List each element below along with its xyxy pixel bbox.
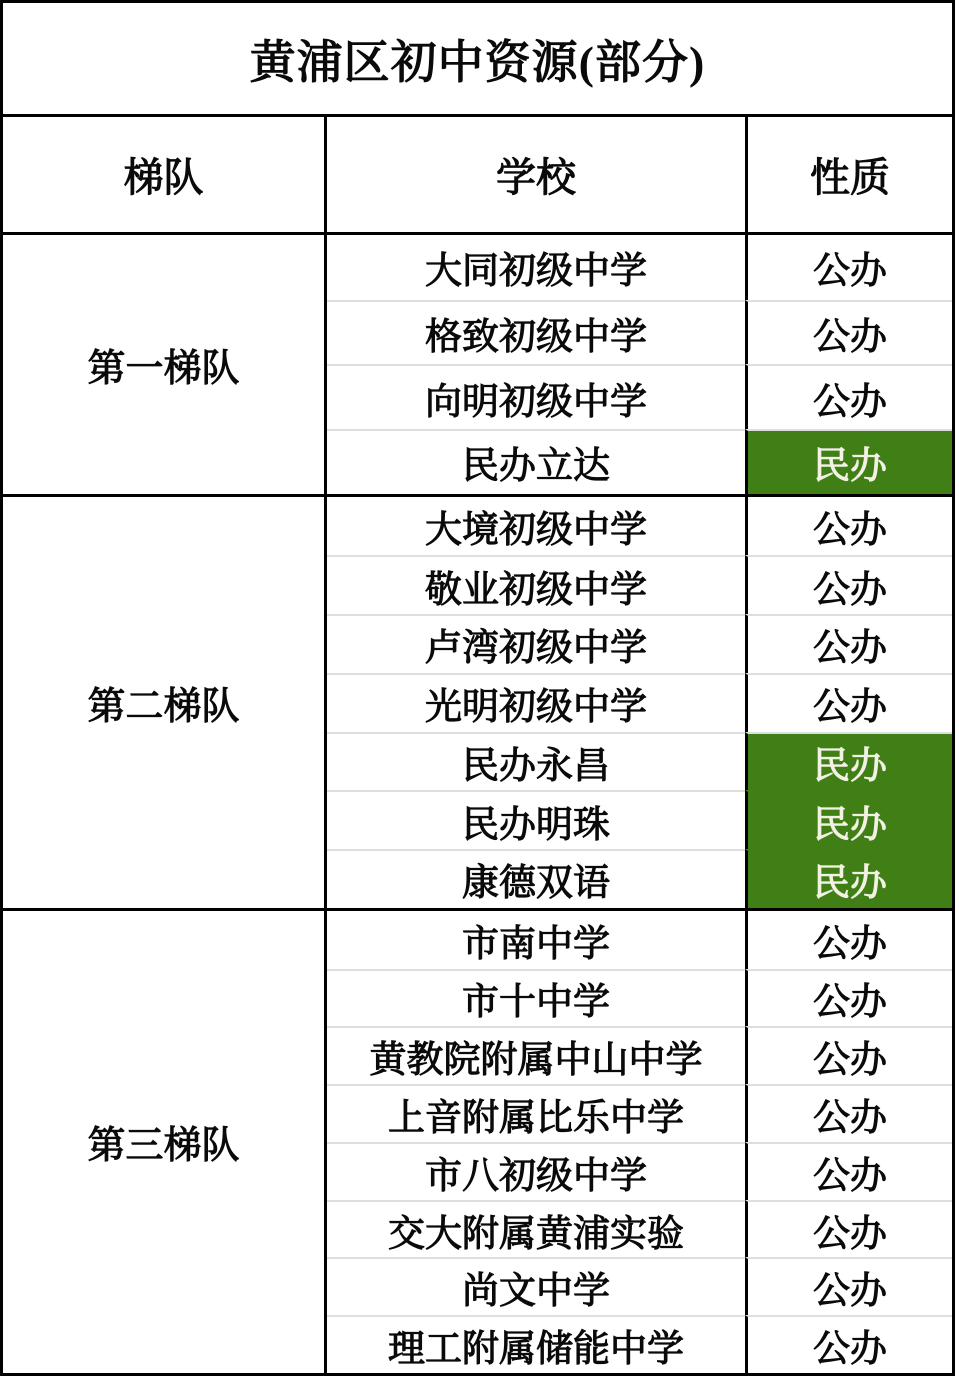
nature-cell: 公办 xyxy=(745,1315,952,1373)
school-cell: 康德双语 xyxy=(327,849,745,908)
table-row xyxy=(327,1315,952,1373)
school-cell: 大境初级中学 xyxy=(425,509,647,551)
table-title: 黄浦区初中资源(部分) xyxy=(3,3,952,117)
table-row xyxy=(327,790,952,849)
nature-cell: 公办 xyxy=(745,300,952,365)
school-cell: 上音附属比乐中学 xyxy=(327,1084,745,1142)
nature-cell: 公办 xyxy=(745,497,952,556)
table-row xyxy=(327,732,952,791)
school-cell: 向明初级中学 xyxy=(327,364,745,429)
nature-cell: 民办 xyxy=(745,732,952,791)
school-cell: 尚文中学 xyxy=(327,1257,745,1315)
table-row xyxy=(327,849,952,908)
tier-label: 第二梯队 xyxy=(87,685,240,728)
nature-cell: 公办 xyxy=(745,1200,952,1258)
school-cell: 格致初级中学 xyxy=(327,300,745,365)
nature-cell: 公办 xyxy=(745,364,952,429)
table-row xyxy=(327,497,952,556)
table-row xyxy=(327,969,952,1027)
school-cell: 民办明珠 xyxy=(327,790,745,849)
tier-section xyxy=(3,497,952,911)
tier-rows xyxy=(324,497,952,908)
table-row xyxy=(327,1026,952,1084)
school-cell: 交大附属黄浦实验 xyxy=(327,1200,745,1258)
table-row xyxy=(327,364,952,429)
nature-cell: 公办 xyxy=(745,235,952,300)
table-row xyxy=(327,673,952,732)
nature-cell: 公办 xyxy=(745,1084,952,1142)
school-cell: 民办立达 xyxy=(327,429,745,494)
school-cell: 市八初级中学 xyxy=(327,1142,745,1200)
table-row xyxy=(327,1257,952,1315)
nature-cell: 民办 xyxy=(745,849,952,908)
table-header xyxy=(3,117,952,235)
table-body xyxy=(3,235,952,1373)
nature-cell: 公办 xyxy=(745,1257,952,1315)
nature-cell: 公办 xyxy=(745,1026,952,1084)
school-cell: 大同初级中学 xyxy=(425,251,647,293)
school-cell: 民办永昌 xyxy=(327,732,745,791)
tier-label: 第三梯队 xyxy=(87,1125,240,1168)
tier-section xyxy=(3,235,952,497)
school-cell: 敬业初级中学 xyxy=(327,555,745,614)
table-row xyxy=(327,1200,952,1258)
header-school: 学校 xyxy=(324,117,745,232)
school-cell: 市南中学 xyxy=(462,923,610,965)
nature-cell: 公办 xyxy=(745,969,952,1027)
table-row xyxy=(327,911,952,969)
tier-label: 第一梯队 xyxy=(87,347,240,390)
header-nature: 性质 xyxy=(745,117,952,232)
school-cell: 市十中学 xyxy=(327,969,745,1027)
nature-cell: 公办 xyxy=(745,614,952,673)
school-cell: 卢湾初级中学 xyxy=(327,614,745,673)
school-cell: 光明初级中学 xyxy=(327,673,745,732)
table-row xyxy=(327,555,952,614)
nature-cell: 民办 xyxy=(745,429,952,494)
table-row xyxy=(327,300,952,365)
nature-cell: 公办 xyxy=(745,673,952,732)
table-row xyxy=(327,429,952,494)
school-cell: 理工附属储能中学 xyxy=(327,1315,745,1373)
nature-cell: 公办 xyxy=(745,911,952,969)
header-tier: 梯队 xyxy=(123,155,204,200)
nature-cell: 民办 xyxy=(745,790,952,849)
table-row xyxy=(327,614,952,673)
tier-rows xyxy=(324,235,952,494)
table-row xyxy=(327,1084,952,1142)
tier-rows xyxy=(324,911,952,1373)
nature-cell: 公办 xyxy=(745,555,952,614)
table-row xyxy=(327,235,952,300)
school-cell: 黄教院附属中山中学 xyxy=(327,1026,745,1084)
tier-section xyxy=(3,911,952,1373)
nature-cell: 公办 xyxy=(745,1142,952,1200)
table-row xyxy=(327,1142,952,1200)
